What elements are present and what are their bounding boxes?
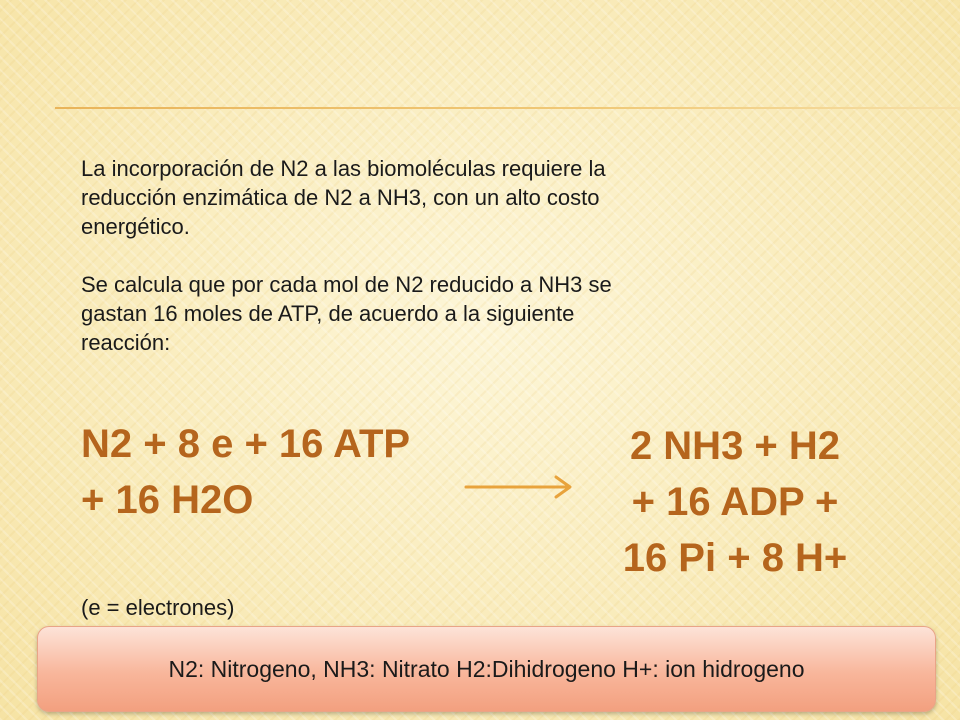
paragraph-2-line-2: gastan 16 moles de ATP, de acuerdo a la siguiente [81,301,575,326]
reactants-line-1: N2 + 8 e + 16 ATP [81,422,411,466]
reactants-line-2: + 16 H2O [81,478,254,522]
paragraph-1-line-1: La incorporación de N2 a las biomoléculas requiere la [81,156,606,181]
legend-text: N2: Nitrogeno, NH3: Nitrato H2:Dihidrogeno H+: ion hidrogeno [168,655,805,682]
top-rule [55,107,960,109]
equation-reactants [81,416,410,528]
electron-note: (e = electrones) [81,595,235,620]
paragraph-2-line-1: Se calcula que por cada mol de N2 reducido a NH3 se [81,272,612,297]
products-line-1: 2 NH3 + H2 [629,424,841,468]
body-text [81,154,871,357]
paragraph-2-line-3: reacción: [81,330,171,355]
products-line-2: + 16 ADP + [631,480,839,524]
legend-box [37,626,936,712]
right-arrow-icon [462,472,576,502]
products-line-3: 16 Pi + 8 H+ [622,536,848,580]
paragraph-1-line-3: energético. [81,214,190,239]
equation-products [590,418,880,586]
paragraph-2 [81,270,871,357]
paragraph-1 [81,154,871,241]
paragraph-1-line-2: reducción enzimática de N2 a NH3, con un alto costo [81,185,600,210]
